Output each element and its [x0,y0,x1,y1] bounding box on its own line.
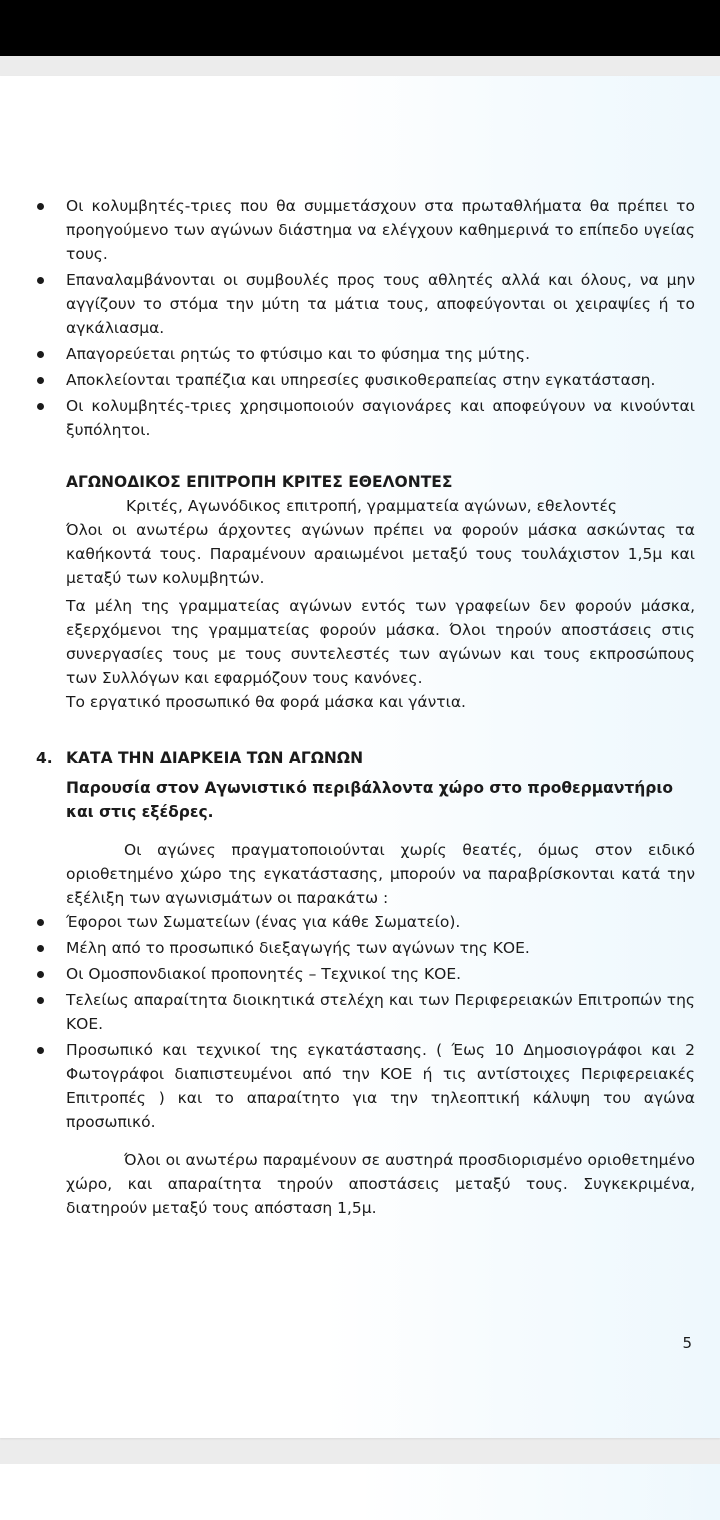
list-item: Απαγορεύεται ρητώς το φτύσιμο και το φύσημα της μύτης. [52,342,695,366]
committee-paragraph-2: Τα μέλη της γραμματείας αγώνων εντός των γραφείων δεν φορούν μάσκα, εξερχόμενοι της γραμματείας φορούν μάσκα. Όλοι τηρούν αποστάσεις στις συνεργασίες τους με τους συντελεστές των αγώνων και τους εκπροσώπους των Συλλόγων και εφαρμόζουν τους κανόνες. [66,597,695,687]
section-intro: Οι αγώνες πραγματοποιούνται χωρίς θεατές, όμως στον ειδικό οριοθετημένο χώρο της εγκατάστασης, μπορούν να παραβρίσκονται κατά την εξέλιξη των αγωνισμάτων οι παρακάτω : [66,841,695,907]
health-rules-list [52,194,695,442]
section-subtitle: Παρουσία στον Αγωνιστικό περιβάλλοντα χώρο στο προθερμαντήριο και στις εξέδρες. [66,779,674,821]
committee-title: ΑΓΩΝΟΔΙΚΟΣ ΕΠΙΤΡΟΠΗ ΚΡΙΤΕΣ ΕΘΕΛΟΝΤΕΣ [66,473,453,491]
page-content [36,194,695,1220]
section-number: 4. [36,749,53,767]
section-title: ΚΑΤΑ ΤΗΝ ΔΙΑΡΚΕΙΑ ΤΩΝ ΑΓΩΝΩΝ [66,749,364,767]
list-item: Μέλη από το προσωπικό διεξαγωγής των αγώνων της ΚΟΕ. [52,936,695,960]
attendees-list [52,910,695,1134]
next-document-page[interactable] [0,1464,720,1520]
committee-paragraph-1: Όλοι οι ανωτέρω άρχοντες αγώνων πρέπει να φορούν μάσκα ασκώντας τα καθήκοντά τους. Παραμένουν αραιωμένοι μεταξύ τους τουλάχιστον 1,5μ και μεταξύ των κολυμβητών. [66,521,695,587]
list-item: Προσωπικό και τεχνικοί της εγκατάστασης. ( Έως 10 Δημοσιογράφοι και 2 Φωτογράφοι διαπιστευμένοι από την ΚΟΕ ή τις αντίστοιχες Περιφερειακές Επιτροπές ) και το απαραίτητο για την τηλεοπτική κάλυψη του αγώνα προσωπικό. [52,1038,695,1134]
list-item: Αποκλείονται τραπέζια και υπηρεσίες φυσικοθεραπείας στην εγκατάσταση. [52,368,695,392]
closing-paragraph: Όλοι οι ανωτέρω παραμένουν σε αυστηρά προσδιορισμένο οριοθετημένο χώρο, και απαραίτητα τηρούν αποστάσεις μεταξύ τους. Συγκεκριμένα, διατηρούν μεταξύ τους απόσταση 1,5μ. [66,1151,695,1217]
list-item: Τελείως απαραίτητα διοικητικά στελέχη και των Περιφερειακών Επιτροπών της ΚΟΕ. [52,988,695,1036]
list-item: Επαναλαμβάνονται οι συμβουλές προς τους αθλητές αλλά και όλους, να μην αγγίζουν το στόμα την μύτη τα μάτια τους, αποφεύγονται οι χειραψίες ή το αγκάλιασμα. [52,268,695,340]
page-number: 5 [682,1334,692,1352]
list-item: Έφοροι των Σωματείων (ένας για κάθε Σωματείο). [52,910,695,934]
list-item: Οι Ομοσπονδιακοί προπονητές – Τεχνικοί της ΚΟΕ. [52,962,695,986]
list-item: Οι κολυμβητές-τριες χρησιμοποιούν σαγιονάρες και αποφεύγουν να κινούνται ξυπόλητοι. [52,394,695,442]
section-4-heading [36,746,695,770]
status-bar [0,0,720,56]
committee-paragraph-3: Το εργατικό προσωπικό θα φορά μάσκα και γάντια. [66,693,466,711]
viewer-gap [0,56,720,76]
list-item: Οι κολυμβητές-τριες που θα συμμετάσχουν στα πρωταθλήματα θα πρέπει το προηγούμενο των αγώνων διάστημα να ελέγχουν καθημερινά το επίπεδο υγείας τους. [52,194,695,266]
document-page[interactable] [0,76,720,1438]
committee-subtitle: Κριτές, Αγωνόδικος επιτροπή, γραμματεία αγώνων, εθελοντές [126,497,617,515]
